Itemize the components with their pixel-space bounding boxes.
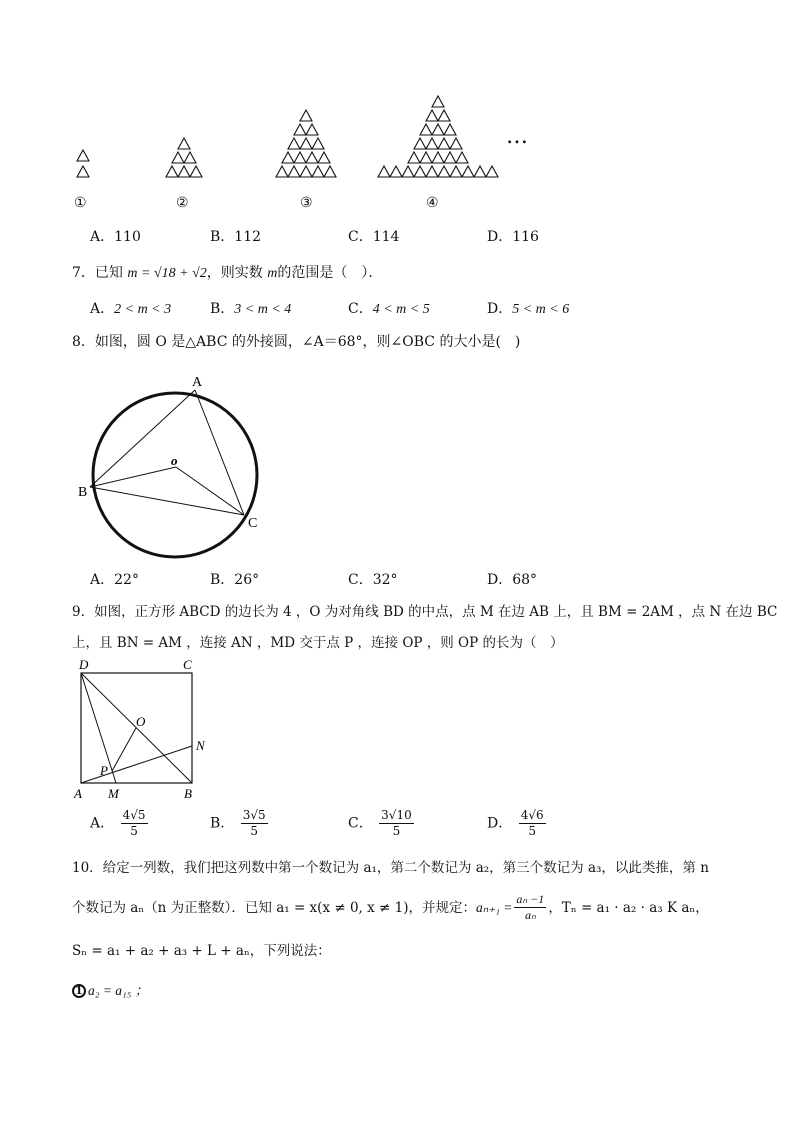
triangle — [390, 166, 402, 177]
q10-line1: 10．给定一列数，我们把这列数中第一个数记为 a₁，第二个数记为 a₂，第三个数记为 a₃，以此类推，第 n — [72, 860, 709, 876]
triangle — [486, 166, 498, 177]
triangle — [426, 166, 438, 177]
q10-line2: 个数记为 aₙ（n 为正整数）．已知 a₁ = x(x ≠ 0, x ≠ 1)，并规定： aₙ₊₁ = $\frac{\text{aₙ −1}}{\text{aₙ}}$ ，Tₙ = a₁ · a₂ · a₃ K aₙ， — [72, 892, 709, 922]
circle-triangle-figure — [70, 365, 280, 560]
triangle — [282, 152, 294, 163]
q9-stem-line2: 上，且 BN = AM ，连接 AN ，MD 交于点 P ，连接 OP ，则 OP 的长为（ ） — [72, 635, 564, 651]
q7-option-c: C．4 < m < 5 — [348, 301, 430, 317]
figure-label-1: ① — [74, 195, 87, 211]
triangle — [456, 152, 468, 163]
label-D: D — [79, 657, 89, 672]
triangle — [414, 166, 426, 177]
triangle — [426, 138, 438, 149]
figure-label-2: ② — [176, 195, 189, 211]
triangle — [420, 152, 432, 163]
q9-option-a: A． $\frac{4√5}{5}$ — [90, 808, 146, 838]
triangle — [474, 166, 486, 177]
triangle — [450, 138, 462, 149]
triangle — [312, 138, 324, 149]
recurrence-fraction: $\frac{\text{aₙ −1}}{\text{aₙ}}$ — [516, 892, 545, 922]
triangle — [432, 124, 444, 135]
triangle — [414, 138, 426, 149]
q6-option-b: B．112 — [210, 229, 262, 245]
q7-expression: m = √18 + √2 — [127, 266, 207, 281]
triangle — [324, 166, 336, 177]
q10-line3: Sₙ = a₁ + a₂ + a₃ + L + aₙ，下列说法： — [72, 943, 331, 959]
triangle — [438, 110, 450, 121]
figure-label-4: ④ — [426, 195, 439, 211]
square-figure — [70, 655, 220, 805]
triangle — [288, 138, 300, 149]
triangle — [300, 110, 312, 121]
triangle — [408, 152, 420, 163]
triangle — [276, 166, 288, 177]
triangle — [306, 152, 318, 163]
q8-option-c: C．32° — [348, 572, 398, 588]
triangle — [77, 166, 89, 177]
triangle — [77, 150, 89, 161]
triangle — [300, 138, 312, 149]
triangle — [190, 166, 202, 177]
q8-stem: 8．如图，圆 O 是△ABC 的外接圆，∠A＝68°，则∠OBC 的大小是( ) — [72, 334, 521, 350]
q10-item1: 1 a₂ = a₁₅ ； — [72, 982, 148, 1000]
label-C: C — [248, 516, 258, 531]
q8-option-a: A．22° — [90, 572, 139, 588]
triangle — [438, 166, 450, 177]
triangle — [426, 110, 438, 121]
triangle — [184, 152, 196, 163]
triangle — [306, 124, 318, 135]
label-B: B — [78, 485, 88, 500]
triangle — [178, 166, 190, 177]
label-P: P — [100, 763, 108, 778]
triangle — [166, 166, 178, 177]
q8-option-b: B．26° — [210, 572, 260, 588]
q7-option-d: D．5 < m < 6 — [487, 301, 570, 317]
label-C: C — [183, 657, 192, 672]
q9-stem-line1: 9．如图，正方形 ABCD 的边长为 4 ，O 为对角线 BD 的中点，点 M 在边 AB 上，且 BM = 2AM ，点 N 在边 BC — [72, 604, 778, 620]
triangle — [312, 166, 324, 177]
label-B: B — [184, 786, 192, 801]
triangle — [432, 152, 444, 163]
label-O: O — [136, 714, 146, 729]
q7-option-b: B．3 < m < 4 — [210, 301, 292, 317]
label-A: A — [74, 786, 82, 801]
q9-option-d: D． $\frac{4√6}{5}$ — [487, 808, 544, 838]
q6-option-d: D．116 — [487, 229, 539, 245]
label-O: o — [171, 453, 178, 468]
triangle — [402, 166, 414, 177]
label-A: A — [192, 375, 203, 390]
triangle — [294, 124, 306, 135]
label-N: N — [196, 738, 205, 753]
circled-number-1: 1 — [72, 984, 86, 998]
triangle — [462, 166, 474, 177]
triangle — [450, 166, 462, 177]
triangle — [438, 138, 450, 149]
triangle — [378, 166, 390, 177]
triangle — [420, 124, 432, 135]
triangle — [444, 124, 456, 135]
q8-option-d: D．68° — [487, 572, 538, 588]
triangle — [288, 166, 300, 177]
triangle — [178, 138, 190, 149]
triangle — [294, 152, 306, 163]
q7-stem: 7．已知 m = √18 + √2，则实数 m的范围是（ ）． — [72, 265, 383, 281]
pattern-ellipsis: … — [506, 124, 529, 149]
triangle — [318, 152, 330, 163]
circumcircle — [93, 393, 257, 557]
triangle — [172, 152, 184, 163]
figure-label-3: ③ — [300, 195, 313, 211]
q9-option-b: B． $\frac{3√5}{5}$ — [210, 808, 266, 838]
label-M: M — [108, 786, 119, 801]
triangle — [444, 152, 456, 163]
q7-option-a: A．2 < m < 3 — [90, 301, 172, 317]
q9-option-c: C． $\frac{3√10}{5}$ — [348, 808, 412, 838]
q6-option-c: C．114 — [348, 229, 400, 245]
triangle — [432, 96, 444, 107]
q6-option-a: A．110 — [90, 229, 141, 245]
triangle — [300, 166, 312, 177]
